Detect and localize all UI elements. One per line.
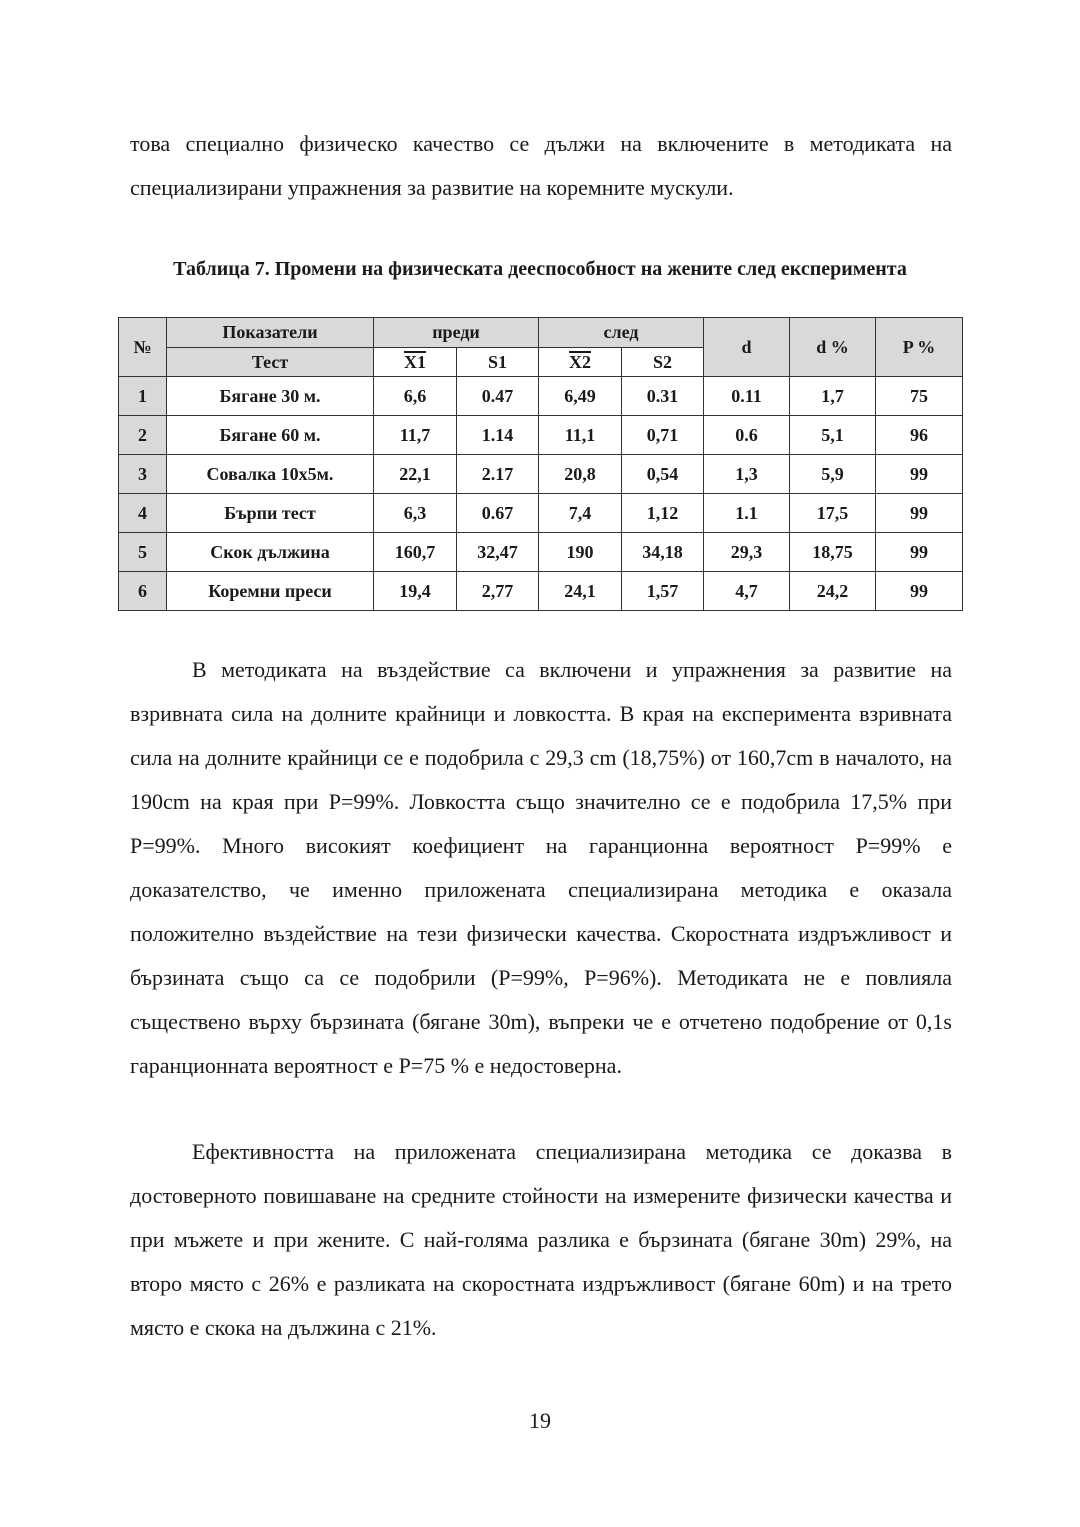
cell-d-pct: 1,7	[790, 377, 876, 416]
cell-d-pct: 5,1	[790, 416, 876, 455]
table-row	[119, 455, 963, 494]
header-x1	[374, 348, 457, 377]
cell-p-pct: 96	[876, 416, 963, 455]
paragraph-explosive-strength: В методиката на въздействие са включени и упражнения за развитие на взривната сила на долните крайници и ловкостта. В края на експеримента взривната сила на долните крайници се е подобрила с 29,3 cm (18,75%) от 160,7cm в началото, на 190cm на края при P=99%. Ловкостта също значително се е подобрила 17,5% при P=99%. Много високият коефициент на гаранционна вероятност P=99% е доказателство, че именно приложената специализирана методика е оказала положително въздействие на тези физически качества. Скоростната издръжливост и бързината също са се подобрили (P=99%, P=96%). Методиката не е повлияла съществено върху бързината (бягане 30m), въпреки че е отчетено подобрение от 0,1s гаранционната вероятност е P=75 % е недостоверна.	[130, 657, 952, 1078]
cell-s2: 1,12	[622, 494, 704, 533]
cell-s1: 1.14	[457, 416, 539, 455]
header-indicators: Показатели	[167, 318, 374, 348]
cell-num: 2	[119, 416, 167, 455]
cell-num: 4	[119, 494, 167, 533]
header-p-pct: P %	[876, 318, 963, 377]
cell-s2: 0.31	[622, 377, 704, 416]
table-row	[119, 377, 963, 416]
cell-d: 1,3	[704, 455, 790, 494]
cell-s1: 2.17	[457, 455, 539, 494]
cell-x2: 20,8	[539, 455, 622, 494]
header-num: №	[119, 318, 167, 377]
paragraph-effectiveness: Ефективността на приложената специализирана методика се доказва в достоверното повишаване на средните стойности на измерените физически качества и при мъжете и при жените. С най-голяма разлика е бързината (бягане 30m) 29%, на второ място с 26% е разликата на скоростната издръжливост (бягане 60m) и на трето място е скока на дължина с 21%.	[130, 1139, 952, 1340]
table-row	[119, 494, 963, 533]
cell-s2: 0,54	[622, 455, 704, 494]
cell-p-pct: 99	[876, 455, 963, 494]
cell-num: 6	[119, 572, 167, 611]
cell-p-pct: 99	[876, 494, 963, 533]
header-x2	[539, 348, 622, 377]
cell-x2: 7,4	[539, 494, 622, 533]
mean-x2-symbol: X2	[569, 352, 591, 372]
cell-d: 29,3	[704, 533, 790, 572]
table-row	[119, 416, 963, 455]
header-test: Тест	[167, 348, 374, 377]
cell-x2: 24,1	[539, 572, 622, 611]
page-number: 19	[529, 1408, 551, 1433]
cell-test: Бягане 30 м.	[167, 377, 374, 416]
table-row	[119, 572, 963, 611]
cell-d: 1.1	[704, 494, 790, 533]
cell-s2: 1,57	[622, 572, 704, 611]
cell-d-pct: 18,75	[790, 533, 876, 572]
cell-d-pct: 5,9	[790, 455, 876, 494]
header-d-pct: d %	[790, 318, 876, 377]
cell-d-pct: 24,2	[790, 572, 876, 611]
header-s2: S2	[622, 348, 704, 377]
table-row	[119, 533, 963, 572]
cell-p-pct: 75	[876, 377, 963, 416]
cell-test: Совалка 10х5м.	[167, 455, 374, 494]
cell-p-pct: 99	[876, 533, 963, 572]
header-d: d	[704, 318, 790, 377]
cell-p-pct: 99	[876, 572, 963, 611]
cell-x1: 19,4	[374, 572, 457, 611]
cell-s1: 0.67	[457, 494, 539, 533]
cell-s1: 2,77	[457, 572, 539, 611]
cell-x1: 6,6	[374, 377, 457, 416]
cell-d-pct: 17,5	[790, 494, 876, 533]
cell-test: Бърпи тест	[167, 494, 374, 533]
cell-num: 1	[119, 377, 167, 416]
mean-x1-symbol: X1	[404, 352, 426, 372]
table-caption: Таблица 7. Промени на физическата дееспособност на жените след експеримента	[173, 258, 907, 280]
cell-num: 3	[119, 455, 167, 494]
cell-x2: 190	[539, 533, 622, 572]
cell-num: 5	[119, 533, 167, 572]
cell-s1: 0.47	[457, 377, 539, 416]
cell-s1: 32,47	[457, 533, 539, 572]
cell-s2: 0,71	[622, 416, 704, 455]
cell-d: 0.11	[704, 377, 790, 416]
cell-x1: 22,1	[374, 455, 457, 494]
header-s1: S1	[457, 348, 539, 377]
paragraph-intro: това специално физическо качество се дължи на включените в методиката на специализирани упражнения за развитие на коремните мускули.	[130, 131, 952, 200]
cell-x1: 11,7	[374, 416, 457, 455]
cell-test: Коремни преси	[167, 572, 374, 611]
results-table	[118, 317, 963, 611]
cell-test: Скок дължина	[167, 533, 374, 572]
cell-test: Бягане 60 м.	[167, 416, 374, 455]
cell-d: 4,7	[704, 572, 790, 611]
cell-d: 0.6	[704, 416, 790, 455]
cell-x2: 11,1	[539, 416, 622, 455]
cell-x2: 6,49	[539, 377, 622, 416]
cell-x1: 6,3	[374, 494, 457, 533]
header-before: преди	[374, 318, 539, 348]
cell-x1: 160,7	[374, 533, 457, 572]
header-after: след	[539, 318, 704, 348]
cell-s2: 34,18	[622, 533, 704, 572]
